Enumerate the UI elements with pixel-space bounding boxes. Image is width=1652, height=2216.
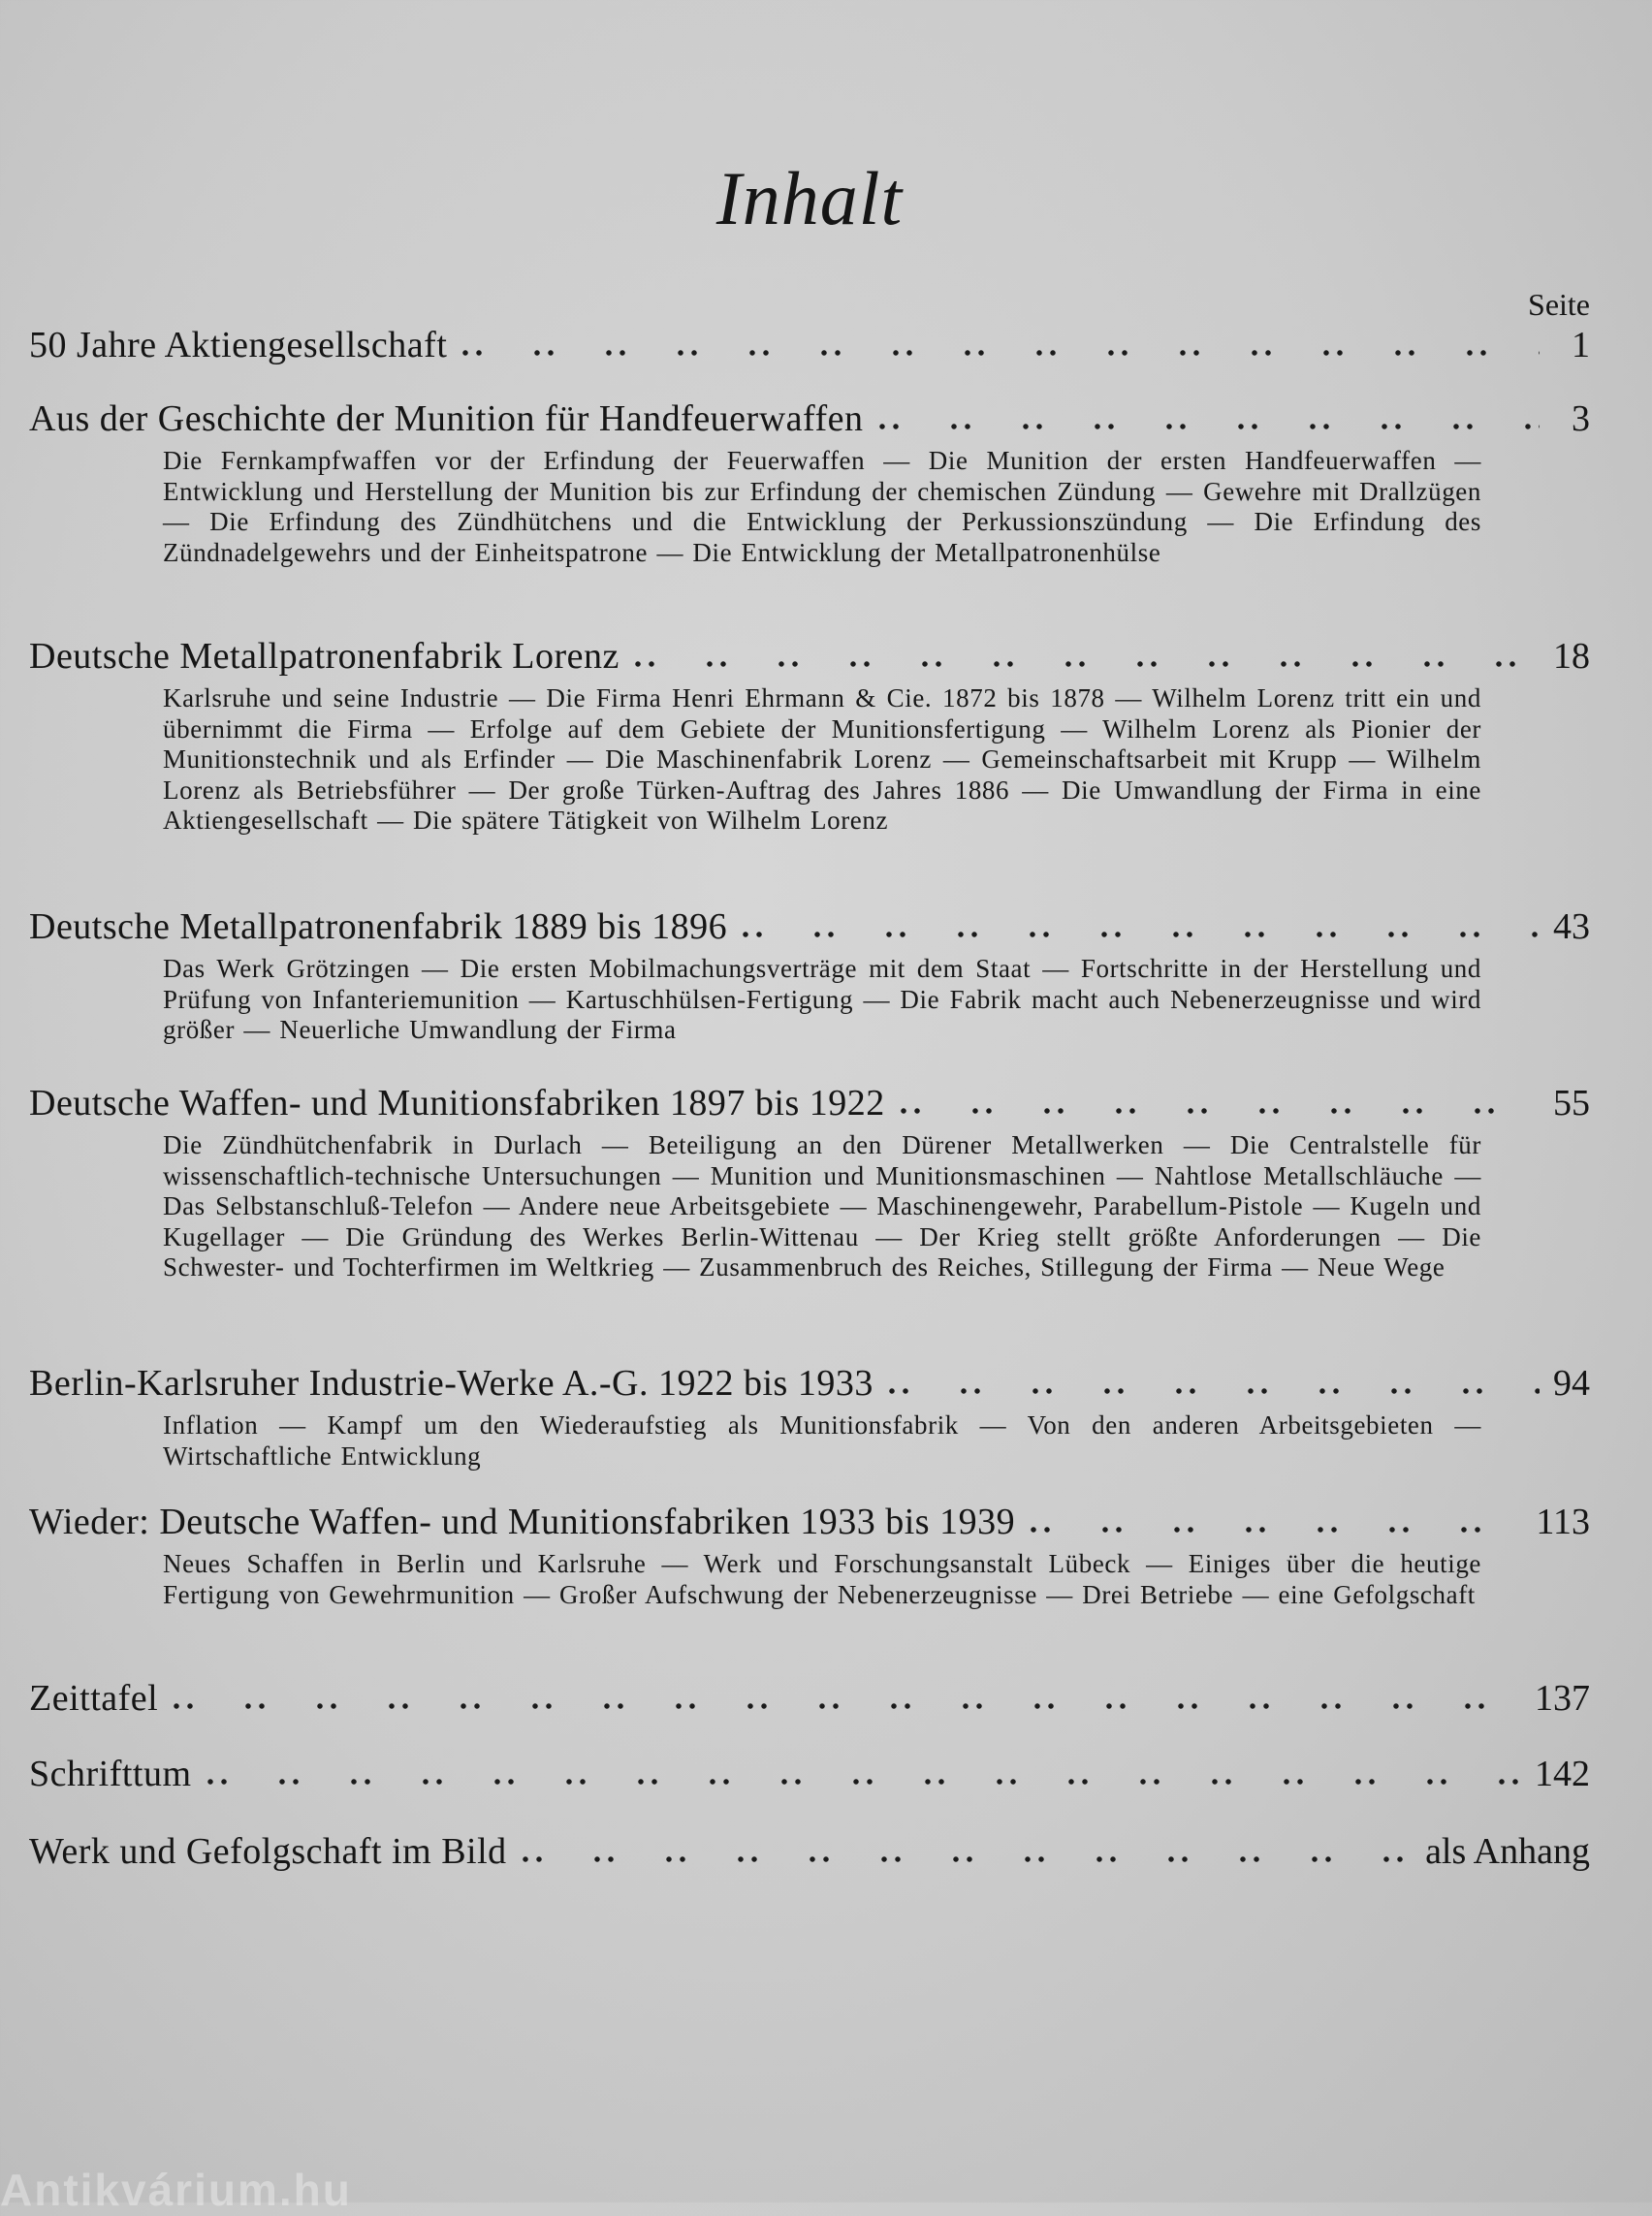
- dot-leader: [743, 932, 1540, 937]
- toc-entry-page: 1: [1572, 325, 1590, 365]
- dot-leader: [207, 1779, 1523, 1785]
- toc-entry-description: Die Zündhütchenfabrik in Durlach — Beteiligung an den Dürener Metallwerken — Die Centralstelle für wissenschaftlich-technische Untersuchungen — Munition und Munitionsmaschinen — Nahtlose Metallschläuche — Das Selbstanschluß-Telefon — Andere neue Arbeitsgebiete — Maschinengewehr, Parabellum-Pistole — Kugeln und Kugellager — Die Gründung des Werkes Berlin-Wittenau — Der Krieg stellt größte Anforderungen — Die Schwester- und Tochterfirmen im Weltkrieg — Zusammenbruch des Reiches, Stillegung der Firma — Neue Wege: [163, 1130, 1481, 1282]
- toc-entry: [29, 1677, 1590, 1720]
- toc-entry-page: 3: [1572, 398, 1590, 439]
- toc-entry-page: 18: [1553, 636, 1590, 677]
- dot-leader: [1031, 1527, 1524, 1533]
- toc-entry-title: Deutsche Metallpatronenfabrik 1889 bis 1896: [29, 906, 728, 947]
- dot-leader: [635, 661, 1540, 667]
- toc-entry-title: Deutsche Metallpatronenfabrik Lorenz: [29, 636, 620, 677]
- watermark-text: Antikvárium.hu: [0, 2165, 352, 2215]
- toc-entry-title: Wieder: Deutsche Waffen- und Munitionsfabriken 1933 bis 1939: [29, 1502, 1016, 1542]
- toc-entry-title: 50 Jahre Aktiengesellschaft: [29, 325, 448, 365]
- dot-leader: [523, 1856, 1414, 1862]
- toc-entry-page: 55: [1553, 1083, 1590, 1124]
- toc-entry: [29, 1830, 1590, 1873]
- dot-leader: [879, 424, 1541, 429]
- dot-leader: [462, 350, 1540, 356]
- toc-entry-title: Berlin-Karlsruher Industrie-Werke A.-G. 1922 bis 1933: [29, 1363, 874, 1404]
- toc-entry-page: 113: [1536, 1502, 1590, 1542]
- page-column-label: Seite: [1528, 287, 1590, 322]
- toc-entry-description: Karlsruhe und seine Industrie — Die Firma Henri Ehrmann & Cie. 1872 bis 1878 — Wilhelm Lorenz tritt ein und übernimmt die Firma — Erfolge auf dem Gebiete der Munitionsfertigung — Wilhelm Lorenz als Pionier der Munitionstechnik und als Erfinder — Die Maschinenfabrik Lorenz — Gemeinschaftsarbeit mit Krupp — Wilhelm Lorenz als Betriebsführer — Der große Türken-Auftrag des Jahres 1886 — Die Umwandlung der Firma in eine Aktiengesellschaft — Die spätere Tätigkeit von Wilhelm Lorenz: [163, 683, 1481, 835]
- toc-entry-page: als Anhang: [1425, 1831, 1590, 1872]
- toc-entry-title: Aus der Geschichte der Munition für Handfeuerwaffen: [29, 398, 864, 439]
- toc-entry-page: 94: [1553, 1363, 1590, 1404]
- toc-entry: [29, 1362, 1590, 1472]
- toc-entry: [29, 1082, 1590, 1283]
- toc-entry-title: Zeittafel: [29, 1678, 159, 1719]
- toc-entry-description: Das Werk Grötzingen — Die ersten Mobilmachungsverträge mit dem Staat — Fortschritte in der Herstellung und Prüfung von Infanteriemunition — Kartuschhülsen-Fertigung — Die Fabrik macht auch Nebenerzeugnisse und wird größer — Neuerliche Umwandlung der Firma: [163, 954, 1481, 1044]
- toc-entry-page: 142: [1535, 1754, 1590, 1794]
- toc-entry: [29, 1753, 1590, 1795]
- toc-entry: [29, 635, 1590, 837]
- toc-entry: [29, 324, 1590, 366]
- toc-entry: [29, 1501, 1590, 1610]
- dot-leader: [889, 1388, 1540, 1394]
- toc-entry-title: Schrifttum: [29, 1754, 192, 1794]
- dot-leader: [174, 1703, 1523, 1709]
- toc-entry-title: Deutsche Waffen- und Munitionsfabriken 1897 bis 1922: [29, 1083, 885, 1124]
- toc-entry-description: Inflation — Kampf um den Wiederaufstieg als Munitionsfabrik — Von den anderen Arbeitsgebieten — Wirtschaftliche Entwicklung: [163, 1410, 1481, 1471]
- toc-entry-description: Die Fernkampfwaffen vor der Erfindung der Feuerwaffen — Die Munition der ersten Handfeuerwaffen — Entwicklung und Herstellung der Munition bis zur Erfindung der chemischen Zündung — Gewehre mit Drallzügen — Die Erfindung des Zündhütchens und die Entwicklung der Perkussionszündung — Die Erfindung des Zündnadelgewehrs und der Einheitspatrone — Die Entwicklung der Metallpatronenhülse: [163, 446, 1481, 567]
- toc-entry: [29, 397, 1590, 568]
- toc-entry-description: Neues Schaffen in Berlin und Karlsruhe — Werk und Forschungsanstalt Lübeck — Einiges über die heutige Fertigung von Gewehrmunition — Großer Aufschwung der Nebenerzeugnisse — Drei Betriebe — eine Gefolgschaft: [163, 1549, 1481, 1609]
- toc-entry-page: 137: [1535, 1678, 1590, 1719]
- toc-entry: [29, 905, 1590, 1046]
- toc-entry-title: Werk und Gefolgschaft im Bild: [29, 1831, 507, 1872]
- page-title: Inhalt: [715, 156, 904, 240]
- dot-leader: [901, 1108, 1540, 1114]
- toc-entry-page: 43: [1553, 906, 1590, 947]
